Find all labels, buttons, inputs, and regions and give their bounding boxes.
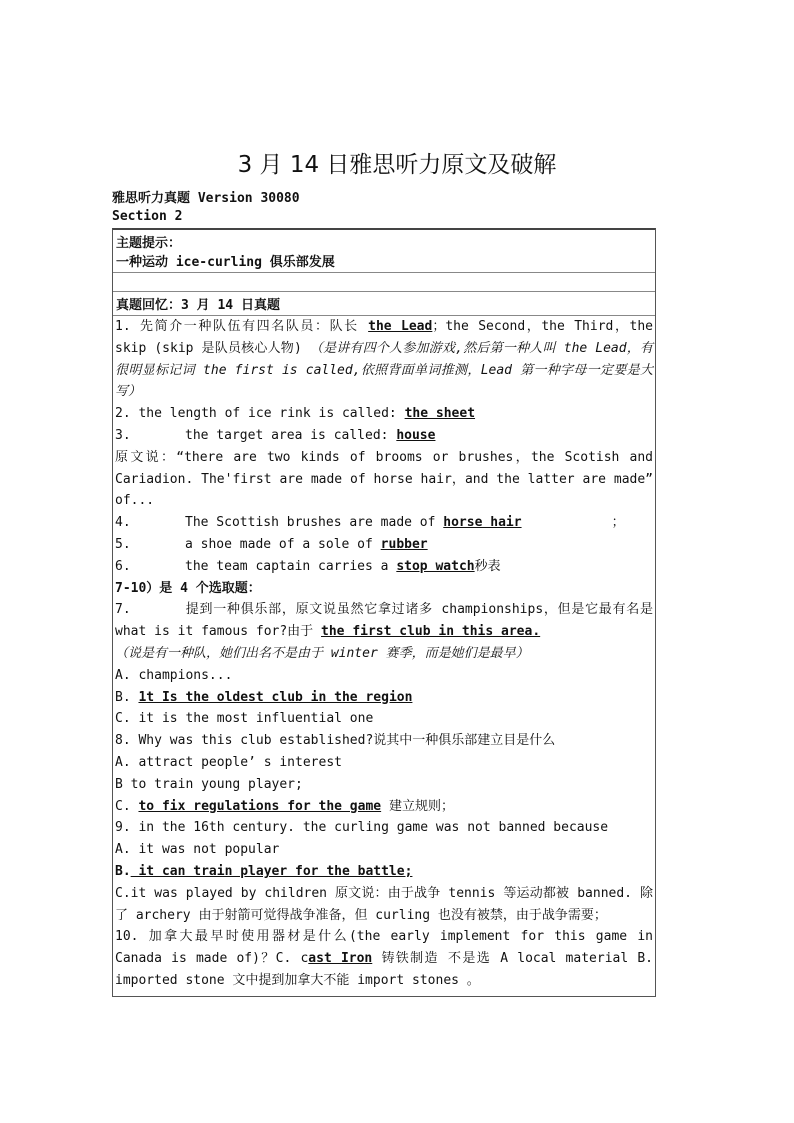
question-1: 1. 先简介一种队伍有四名队员：队长 the Lead；the Second，the Third，the skip (skip 是队员核心人物) （是讲有四个人参加游戏,然后第一种人叫 the Lead，有很明显标记词 the first is called,依照背面单词推测，Lead 第一种字母一定要是大写）	[115, 319, 653, 400]
question-5: 5. a shoe made of a sole of rubber	[115, 536, 428, 552]
recall-row: 真题回忆：3 月 14 日真题	[113, 292, 655, 316]
answer-8: to fix regulations for the game	[138, 798, 382, 814]
theme-row	[113, 230, 655, 273]
theme-text: 一种运动 ice-curling 俱乐部发展	[116, 255, 335, 270]
answer-5: rubber	[380, 536, 428, 552]
answers-content	[113, 316, 655, 996]
answer-7: the first club in this area.	[321, 624, 541, 640]
page-title: 3 月 14 日雅思听力原文及破解	[237, 152, 557, 178]
original-text-1: 原文说：“there are two kinds of brooms or brushes，the Scotish and Cariadion. The'first are made of horse hair，and the latter are made” of...	[115, 449, 653, 509]
question-7: 7. 提到一种俱乐部，原文说虽然它拿过诸多 championships，但是它最有名是 what is it famous for?由于 the first club in this area.	[115, 602, 653, 640]
question-2: 2. the length of ice rink is called: the sheet	[115, 406, 476, 422]
version-line: 雅思听力真题 Version 30080	[112, 191, 300, 206]
section-line: Section 2	[112, 209, 183, 224]
empty-row	[113, 273, 655, 292]
question-table	[112, 228, 656, 997]
q8-option-b: B to train young player;	[115, 776, 303, 792]
q9-option-b: B. it can train player for the battle;	[115, 863, 413, 879]
question-3: 3. the target area is called: house	[115, 427, 436, 443]
theme-label: 主题提示：	[116, 236, 182, 251]
question-10: 10. 加拿大最早时使用器材是什么(the early implement for this game in Canada is made of)？C. cast Iron 铸铁制造 不是选 A local material B. imported stone 文中提到加拿大不能 import stones 。	[115, 929, 654, 988]
answer-3: house	[396, 427, 436, 443]
answer-10: ast Iron	[308, 951, 373, 967]
q9-option-c: C.it was played by children 原文说：由于战争 tennis 等运动都被 banned. 除了 archery 由于射箭可觉得战争准备，但 curling 也没有被禁，由于战争需要；	[115, 885, 653, 923]
q7-option-a: A. champions...	[115, 667, 233, 683]
question-6: 6. the team captain carries a stop watch秒表	[115, 558, 501, 574]
selection-header: 7-10）是 4 个选取题：	[115, 580, 261, 596]
question-8: 8. Why was this club established?说其中一种俱乐部建立目是什么	[115, 733, 556, 749]
question-4: 4. The Scottish brushes are made of horse hair ；	[115, 515, 625, 531]
note-1: （是讲有四个人参加游戏,然后第一种人叫 the Lead，有很明显标记词 the first is called,依照背面单词推测，Lead 第一种字母一定要是大写）	[115, 340, 653, 400]
q9-option-a: A. it was not popular	[115, 842, 280, 858]
q7-option-c: C. it is the most influential one	[115, 711, 374, 727]
answer-9: it can train player for the battle;	[130, 863, 413, 879]
answer-6: stop watch	[396, 558, 475, 574]
answer-4: horse hair	[443, 515, 522, 531]
q7-option-b: B. 1t Is the oldest club in the region	[115, 689, 413, 705]
answer-1: the Lead	[368, 319, 433, 334]
note-7: （说是有一种队，她们出名不是由于 winter 赛季，而是她们是最早）	[115, 645, 529, 661]
answer-7-choice: 1t Is the oldest club in the region	[138, 689, 413, 705]
q8-option-a: A. attract people’ s interest	[115, 754, 342, 770]
q8-option-c: C. to fix regulations for the game 建立规则；	[115, 798, 454, 814]
answer-2: the sheet	[404, 406, 476, 422]
question-9: 9. in the 16th century. the curling game was not banned because	[115, 820, 609, 836]
